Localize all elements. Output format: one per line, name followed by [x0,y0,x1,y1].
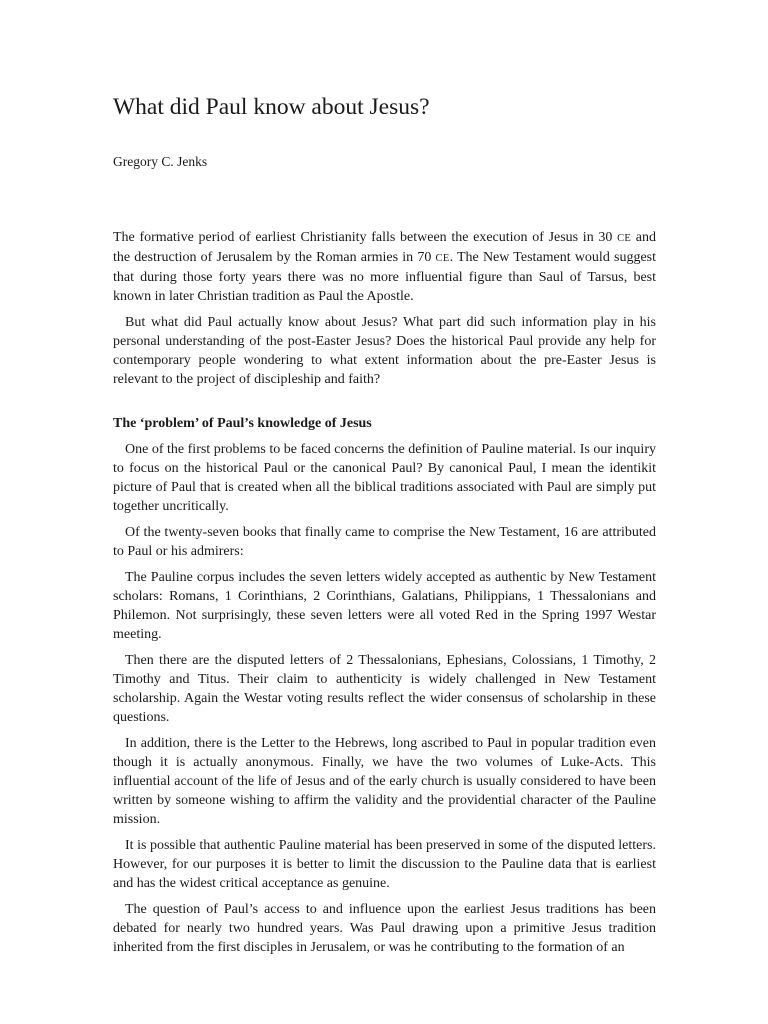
intro-section [113,228,656,396]
intro-paragraph-2: But what did Paul actually know about Jesus? What part did such information play in his personal understanding of the post-Easter Jesus? Does the historical Paul provide any help for contemporary people wondering to what extent information about the pre-Easter Jesus is relevant to the project of discipleship and faith? [113,315,656,387]
section-heading: The ‘problem’ of Paul’s knowledge of Jesus [113,416,372,431]
section-body [113,440,656,964]
section-paragraph: Then there are the disputed letters of 2 Thessalonians, Ephesians, Colossians, 1 Timothy, 2 Timothy and Titus. Their claim to authenticity is widely challenged in New Testament scholarship. Again the Westar voting results reflect the wider consensus of scholarship in these questions. [113,653,656,725]
era-ce-label: CE [617,233,632,244]
section-paragraph: One of the first problems to be faced concerns the definition of Pauline material. Is our inquiry to focus on the historical Paul or the canonical Paul? By canonical Paul, I mean the identikit picture of Paul that is created when all the biblical traditions associated with Paul are simply put together uncritically. [113,442,656,514]
era-ce-label: CE [435,253,450,264]
intro-paragraph-1-part-a: The formative period of earliest Christianity falls between the execution of Jesus in 30 [113,230,613,245]
section-paragraph: Of the twenty-seven books that finally came to comprise the New Testament, 16 are attributed to Paul or his admirers: [113,525,656,559]
section-paragraph: It is possible that authentic Pauline material has been preserved in some of the disputed letters. However, for our purposes it is better to limit the discussion to the Pauline data that is earliest and has the widest critical acceptance as genuine. [113,838,656,891]
intro-paragraph-1 [113,228,656,306]
section-paragraph: The Pauline corpus includes the seven letters widely accepted as authentic by New Testament scholars: Romans, 1 Corinthians, 2 Corinthians, Galatians, Philippians, 1 Thessalonians and Philemon. Not surprisingly, these seven letters were all voted Red in the Spring 1997 Westar meeting. [113,570,656,642]
article-title: What did Paul know about Jesus? [113,94,430,120]
intro-paragraph-1-part-b: and the destruction of Jerusalem by the Roman armies in 70 [113,230,657,265]
intro-paragraph-1-part-c: . The New Testament would suggest that during those forty years there was no more influential figure than Saul of Tarsus, best known in later Christian tradition as Paul the Apostle. [113,250,656,304]
section-paragraph: In addition, there is the Letter to the Hebrews, long ascribed to Paul in popular tradition even though it is actually anonymous. Finally, we have the two volumes of Luke-Acts. This influential account of the life of Jesus and of the early church is usually considered to have been written by someone wishing to affirm the validity and the providential character of the Pauline mission. [113,736,656,827]
section-paragraph: The question of Paul’s access to and influence upon the earliest Jesus traditions has been debated for nearly two hundred years. Was Paul drawing upon a primitive Jesus tradition inherited from the first disciples in Jerusalem, or was he contributing to the formation of an [113,902,656,955]
article-author: Gregory C. Jenks [113,154,208,169]
